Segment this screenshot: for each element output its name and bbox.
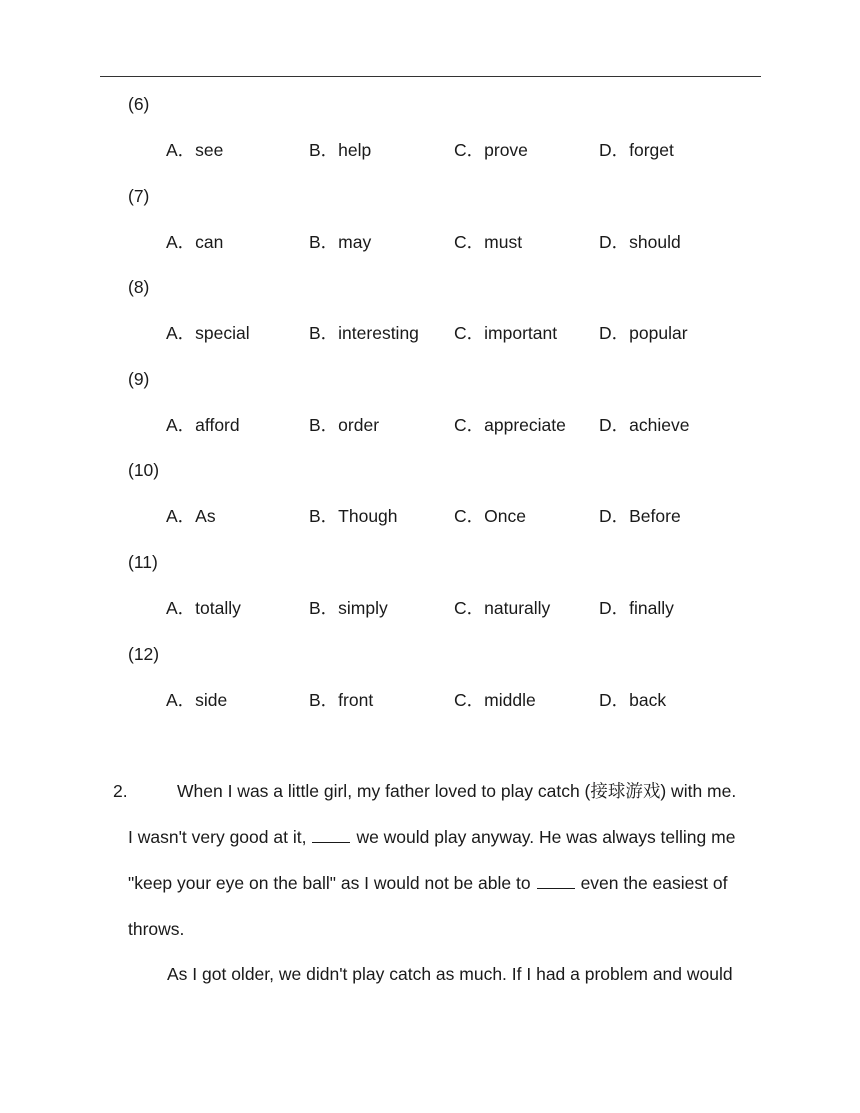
passage-number: 2. [113,781,128,801]
option-b[interactable]: B．Though [309,506,398,527]
option-b[interactable]: B．interesting [309,323,419,344]
option-d[interactable]: D．popular [599,323,688,344]
option-d[interactable]: D．back [599,689,667,710]
option-c[interactable]: C．Once [454,506,526,527]
passage-text: even the easiest of [580,873,728,893]
answer-blank[interactable] [312,828,350,843]
option-c[interactable]: C．appreciate [454,414,566,435]
option-b[interactable]: B．simply [309,598,388,618]
passage-line [128,872,727,894]
option-a[interactable]: A．see [166,140,224,160]
option-d[interactable]: D．forget [599,140,674,160]
passage-text: we would play anyway. He was always telling me [356,827,736,847]
option-b[interactable]: B．may [309,231,372,252]
answer-blank[interactable] [537,874,575,889]
question-number: (7) [128,185,150,206]
passage-line: As I got older, we didn't play catch as much. If I had a problem and would [167,964,733,984]
passage-line [128,826,735,848]
option-d[interactable]: D．should [599,231,681,252]
question-number: (8) [128,277,150,298]
option-c[interactable]: C．prove [454,140,528,160]
option-a[interactable]: A．totally [166,598,241,618]
question-number: (11) [128,552,158,572]
option-a[interactable]: A．side [166,689,228,710]
option-d[interactable]: D．achieve [599,414,690,435]
option-b[interactable]: B．order [309,414,380,435]
passage-line: throws. [128,919,185,939]
question-number: (9) [128,368,150,389]
option-b[interactable]: B．help [309,140,372,160]
header-divider [100,76,761,77]
option-c[interactable]: C．important [454,323,558,344]
option-b[interactable]: B．front [309,689,374,710]
option-c[interactable]: C．must [454,231,523,252]
question-number: (12) [128,643,160,664]
question-number: (6) [128,94,150,114]
option-a[interactable]: A．can [166,231,224,252]
option-a[interactable]: A．As [166,506,216,527]
option-d[interactable]: D．Before [599,506,681,527]
passage-line: When I was a little girl, my father loved to play catch (接球游戏) with me. [177,781,737,801]
passage-text: I wasn't very good at it, [128,827,307,847]
option-a[interactable]: A．special [166,323,250,344]
option-c[interactable]: C．naturally [454,598,551,618]
passage-text: "keep your eye on the ball" as I would not be able to [128,873,531,893]
option-c[interactable]: C．middle [454,689,536,710]
option-a[interactable]: A．afford [166,414,240,435]
question-number: (10) [128,460,160,481]
option-d[interactable]: D．finally [599,598,674,618]
